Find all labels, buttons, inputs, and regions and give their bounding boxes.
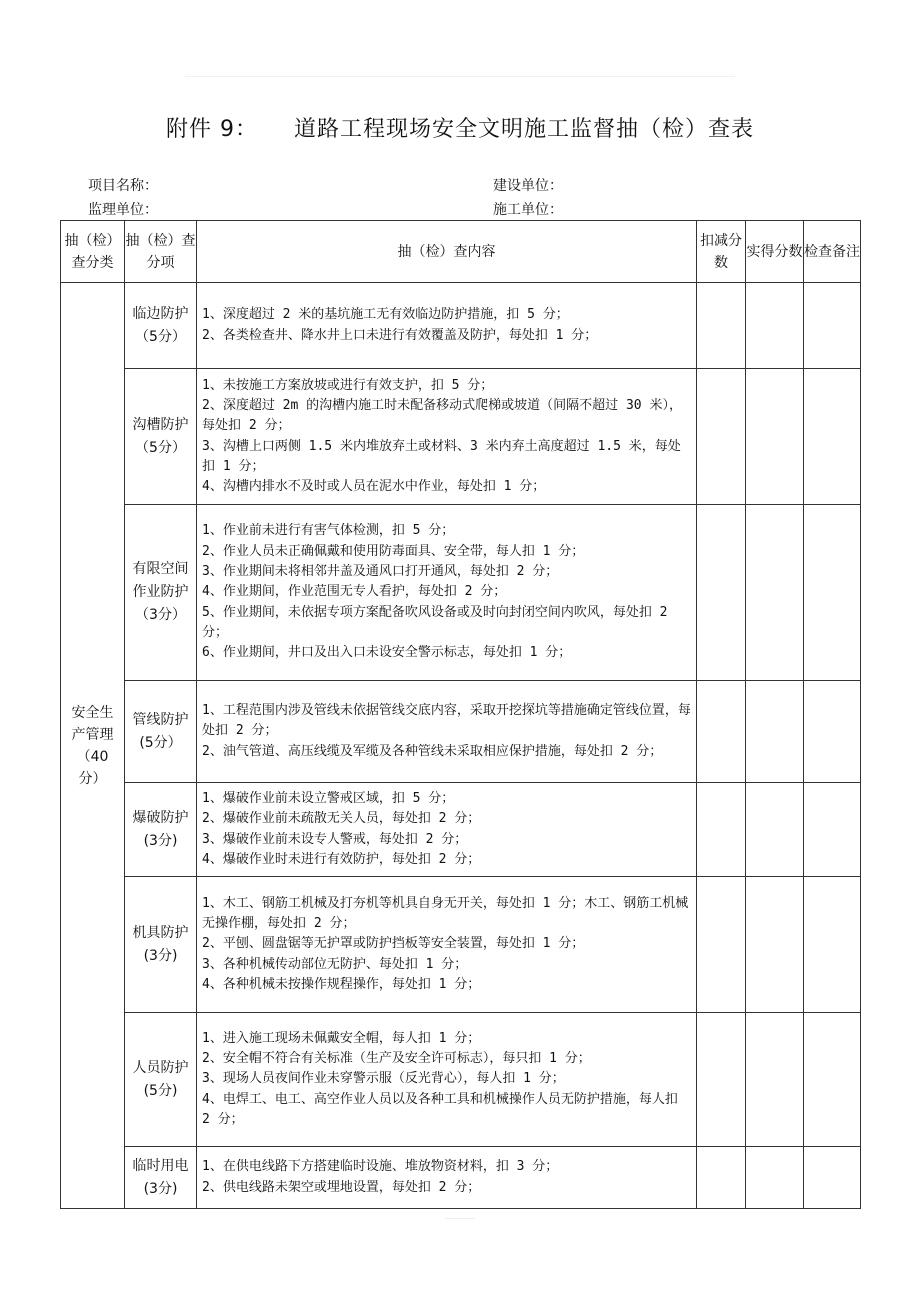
content-cell: 1、爆破作业前未设立警戒区域，扣 5 分； 2、爆破作业前未疏散无关人员，每处扣 2 分； 3、爆破作业前未设专人警戒，每处扣 2 分； 4、爆破作业时未进行有效防护，每处扣 2 分； <box>197 783 697 877</box>
build-unit-label: 建设单位： <box>493 178 563 194</box>
deduct-cell[interactable] <box>697 1013 746 1147</box>
header-item: 抽（检）查分项 <box>125 221 197 283</box>
actual-cell[interactable] <box>746 783 804 877</box>
item-cell: 管线防护(5分） <box>125 681 197 783</box>
header-rule <box>185 76 735 77</box>
item-cell: 机具防护(3分) <box>125 877 197 1013</box>
deduct-cell[interactable] <box>697 505 746 681</box>
header-deduct: 扣减分数 <box>697 221 746 283</box>
category-cell: 安全生产管理（40分） <box>61 283 125 1209</box>
actual-cell[interactable] <box>746 1013 804 1147</box>
table-header-row <box>61 221 861 283</box>
table-row <box>61 283 861 369</box>
deduct-cell[interactable] <box>697 681 746 783</box>
construction-unit-label: 施工单位： <box>493 202 563 218</box>
table-row <box>61 877 861 1013</box>
content-cell: 1、在供电线路下方搭建临时设施、堆放物资材料，扣 3 分； 2、供电线路未架空或埋地设置，每处扣 2 分； <box>197 1147 697 1209</box>
deduct-cell[interactable] <box>697 783 746 877</box>
inspection-table <box>60 220 861 1209</box>
header-category: 抽（检）查分类 <box>61 221 125 283</box>
table-row <box>61 505 861 681</box>
project-name-label: 项目名称： <box>88 178 158 194</box>
content-cell: 1、进入施工现场未佩戴安全帽，每人扣 1 分； 2、安全帽不符合有关标准（生产及安全许可标志），每只扣 1 分； 3、现场人员夜间作业未穿警示服（反光背心），每人扣 1 分； 4、电焊工、电工、高空作业人员以及各种工具和机械操作人员无防护措施，每人扣 2 分； <box>197 1013 697 1147</box>
actual-cell[interactable] <box>746 877 804 1013</box>
table-row <box>61 1013 861 1147</box>
content-cell: 1、工程范围内涉及管线未依据管线交底内容，采取开挖探坑等措施确定管线位置，每处扣 2 分； 2、油气管道、高压线缆及军缆及各种管线未采取相应保护措施，每处扣 2 分； <box>197 681 697 783</box>
remark-cell[interactable] <box>804 505 861 681</box>
page-title <box>0 112 920 143</box>
table-row <box>61 681 861 783</box>
remark-cell[interactable] <box>804 783 861 877</box>
deduct-cell[interactable] <box>697 283 746 369</box>
actual-cell[interactable] <box>746 505 804 681</box>
item-cell: 爆破防护(3分) <box>125 783 197 877</box>
header-remark: 检查备注 <box>804 221 861 283</box>
content-cell: 1、深度超过 2 米的基坑施工无有效临边防护措施，扣 5 分； 2、各类检查井、降水井上口未进行有效覆盖及防护，每处扣 1 分； <box>197 283 697 369</box>
remark-cell[interactable] <box>804 283 861 369</box>
deduct-cell[interactable] <box>697 1147 746 1209</box>
actual-cell[interactable] <box>746 681 804 783</box>
item-cell: 人员防护(5分) <box>125 1013 197 1147</box>
content-cell: 1、木工、钢筋工机械及打夯机等机具自身无开关，每处扣 1 分；木工、钢筋工机械无操作棚，每处扣 2 分； 2、平刨、圆盘锯等无护罩或防护挡板等安全装置，每处扣 1 分； 3、各种机械传动部位无防护、每处扣 1 分； 4、各种机械未按操作规程操作，每处扣 1 分； <box>197 877 697 1013</box>
content-cell: 1、作业前未进行有害气体检测，扣 5 分； 2、作业人员未正确佩戴和使用防毒面具、安全带，每人扣 1 分； 3、作业期间未将相邻井盖及通风口打开通风，每处扣 2 分； 4、作业期间，作业范围无专人看护，每处扣 2 分； 5、作业期间，未依据专项方案配备吹风设备或及时向封闭空间内吹风，每处扣 2 分； 6、作业期间，井口及出入口未设安全警示标志，每处扣 1 分； <box>197 505 697 681</box>
title-main: 道路工程现场安全文明施工监督抽（检）查表 <box>293 117 754 142</box>
content-cell: 1、未按施工方案放坡或进行有效支护，扣 5 分； 2、深度超过 2m 的沟槽内施工时未配备移动式爬梯或坡道（间隔不超过 30 米），每处扣 2 分； 3、沟槽上口两侧 1.5 米内堆放弃土或材料、3 米内弃土高度超过 1.5 米，每处扣 1 分； 4、沟槽内排水不及时或人员在泥水中作业，每处扣 1 分； <box>197 369 697 505</box>
remark-cell[interactable] <box>804 1013 861 1147</box>
actual-cell[interactable] <box>746 369 804 505</box>
footer-mark <box>445 1218 475 1219</box>
actual-cell[interactable] <box>746 1147 804 1209</box>
remark-cell[interactable] <box>804 369 861 505</box>
item-cell: 临边防护（5分） <box>125 283 197 369</box>
title-prefix: 附件 9： <box>165 117 258 142</box>
remark-cell[interactable] <box>804 1147 861 1209</box>
remark-cell[interactable] <box>804 681 861 783</box>
table-row <box>61 783 861 877</box>
actual-cell[interactable] <box>746 283 804 369</box>
deduct-cell[interactable] <box>697 369 746 505</box>
header-actual: 实得分数 <box>746 221 804 283</box>
item-cell: 有限空间作业防护（3分） <box>125 505 197 681</box>
item-cell: 临时用电(3分) <box>125 1147 197 1209</box>
supervision-unit-label: 监理单位： <box>88 202 158 218</box>
item-cell: 沟槽防护（5分） <box>125 369 197 505</box>
table-row <box>61 1147 861 1209</box>
table-row <box>61 369 861 505</box>
deduct-cell[interactable] <box>697 877 746 1013</box>
remark-cell[interactable] <box>804 877 861 1013</box>
header-content: 抽（检）查内容 <box>197 221 697 283</box>
